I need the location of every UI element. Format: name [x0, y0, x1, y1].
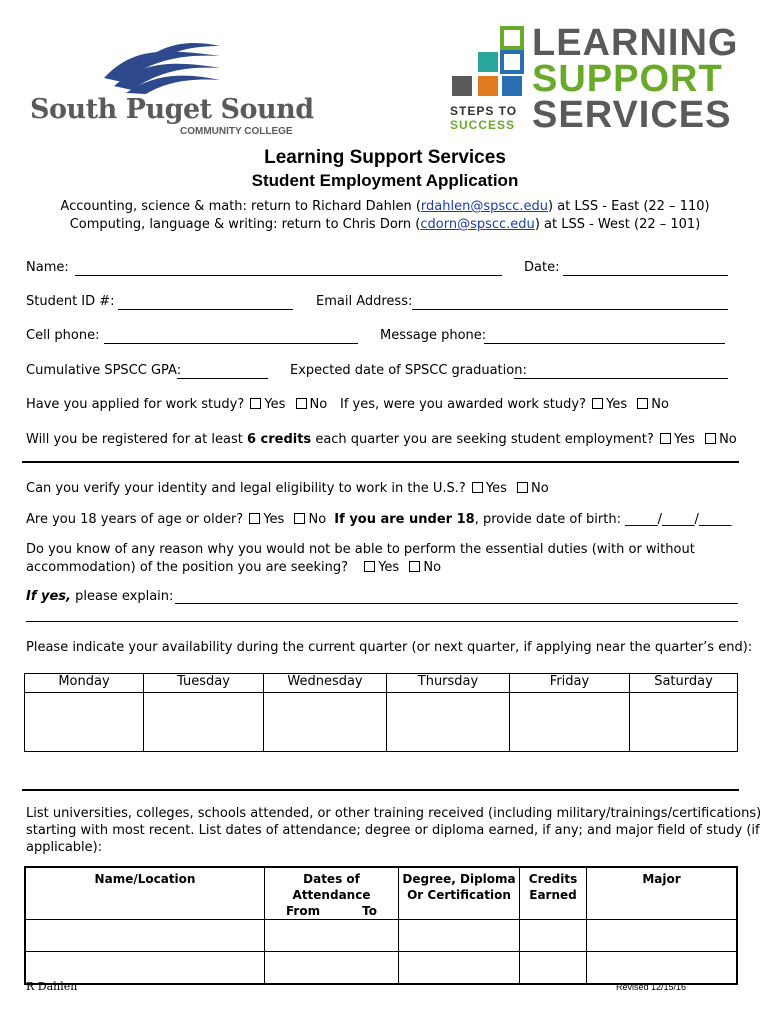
col-major: Major — [642, 872, 681, 886]
name-field[interactable] — [75, 275, 502, 276]
gpa-label: Cumulative SPSCC GPA: — [26, 363, 182, 378]
credits-yes-checkbox[interactable] — [660, 433, 671, 444]
graduation-field[interactable] — [514, 378, 728, 379]
education-cell[interactable] — [520, 952, 587, 984]
awarded-yes-checkbox[interactable] — [592, 398, 603, 409]
availability-cell-wednesday[interactable] — [264, 693, 387, 752]
return-line-west: Computing, language & writing: return to Chris Dorn (cdorn@spscc.edu) at LSS - West (22 – 101) — [69, 217, 701, 232]
col-credits: Credits — [528, 872, 578, 886]
lss-learning: LEARNING — [532, 22, 739, 64]
work-study-yes-checkbox[interactable] — [250, 398, 261, 409]
duties-question-line1: Do you know of any reason why you would not be able to perform the essential duties (with or without — [26, 542, 695, 557]
student-id-label: Student ID #: — [26, 294, 115, 309]
cell-phone-label: Cell phone: — [26, 328, 100, 343]
message-phone-field[interactable] — [484, 343, 725, 344]
education-cell[interactable] — [587, 920, 738, 952]
lss-logo — [448, 24, 748, 136]
verify-question: Can you verify your identity and legal eligibility to work in the U.S.? Yes No — [26, 481, 549, 496]
awarded-question: If yes, were you awarded work study? Yes No — [340, 397, 669, 412]
day-thursday: Thursday — [387, 674, 510, 693]
availability-cell-thursday[interactable] — [387, 693, 510, 752]
col-certification: Or Certification — [407, 888, 511, 902]
table-row — [25, 952, 737, 984]
explain-field-1[interactable] — [175, 603, 738, 604]
rdahlen-email-link[interactable]: rdahlen@spscc.edu — [420, 199, 549, 214]
col-to: To — [362, 904, 377, 918]
education-prompt-line2: starting with most recent. List dates of attendance; degree or diploma earned, if any; and major field of study (if — [26, 823, 760, 838]
college-name: South Puget Sound — [30, 94, 314, 125]
education-cell[interactable] — [587, 952, 738, 984]
availability-prompt: Please indicate your availability during the current quarter (or next quarter, if applying near the quarter’s end): — [26, 640, 753, 655]
name-label: Name: — [26, 260, 69, 275]
col-degree: Degree, Diploma — [402, 872, 516, 886]
college-subtitle: COMMUNITY COLLEGE — [180, 126, 293, 137]
education-cell[interactable] — [25, 952, 265, 984]
email-field[interactable] — [412, 309, 728, 310]
date-field[interactable] — [563, 275, 728, 276]
work-study-question: Have you applied for work study? Yes No — [26, 397, 328, 412]
education-prompt-line3: applicable): — [26, 840, 103, 855]
cell-phone-field[interactable] — [104, 343, 358, 344]
cdorn-email-link[interactable]: cdorn@spscc.edu — [420, 217, 535, 232]
footer-author: R Dahlen — [26, 980, 78, 993]
wave-logo-icon — [102, 38, 222, 94]
footer-revised: Revised 12/15/16 — [616, 982, 687, 992]
work-study-no-checkbox[interactable] — [296, 398, 307, 409]
availability-cell-tuesday[interactable] — [144, 693, 264, 752]
duties-no-checkbox[interactable] — [409, 561, 420, 572]
section-divider-1 — [22, 461, 739, 463]
explain-label: If yes, please explain: — [26, 589, 174, 604]
table-row — [25, 920, 737, 952]
age-question: Are you 18 years of age or older? Yes No If you are under 18, provide date of birth: _____/_____/_____ — [26, 512, 732, 527]
day-wednesday: Wednesday — [264, 674, 387, 693]
education-prompt-line1: List universities, colleges, schools attended, or other training received (including military/trainings/certifications) — [26, 806, 762, 821]
gpa-field[interactable] — [177, 378, 268, 379]
education-cell[interactable] — [265, 920, 399, 952]
availability-table — [24, 673, 738, 752]
steps-to-text: STEPS TO — [450, 104, 518, 118]
date-label: Date: — [524, 260, 560, 275]
message-phone-label: Message phone: — [380, 328, 487, 343]
col-from: From — [286, 904, 321, 918]
education-cell[interactable] — [520, 920, 587, 952]
day-friday: Friday — [510, 674, 630, 693]
page-title: Learning Support Services — [264, 147, 506, 168]
col-earned: Earned — [529, 888, 577, 902]
day-tuesday: Tuesday — [144, 674, 264, 693]
duties-yes-checkbox[interactable] — [364, 561, 375, 572]
spscc-logo — [30, 38, 314, 138]
explain-field-2[interactable] — [26, 621, 738, 622]
duties-question-line2: accommodation) of the position you are seeking? Yes No — [26, 560, 442, 575]
age-yes-checkbox[interactable] — [249, 513, 260, 524]
success-text: SUCCESS — [450, 118, 516, 132]
availability-cell-monday[interactable] — [25, 693, 144, 752]
age-no-checkbox[interactable] — [294, 513, 305, 524]
credits-question: Will you be registered for at least 6 credits each quarter you are seeking student employment? Yes No — [26, 432, 737, 447]
col-dates: Dates of Attendance — [292, 872, 371, 902]
return-line-east: Accounting, science & math: return to Richard Dahlen (rdahlen@spscc.edu) at LSS - East (22 – 110) — [60, 199, 710, 214]
credits-no-checkbox[interactable] — [705, 433, 716, 444]
email-label: Email Address: — [316, 294, 413, 309]
availability-cell-friday[interactable] — [510, 693, 630, 752]
student-id-field[interactable] — [118, 309, 293, 310]
graduation-label: Expected date of SPSCC graduation: — [290, 363, 527, 378]
availability-cell-saturday[interactable] — [630, 693, 738, 752]
education-cell[interactable] — [399, 920, 520, 952]
day-monday: Monday — [25, 674, 144, 693]
col-name-location: Name/Location — [94, 872, 196, 886]
education-cell[interactable] — [265, 952, 399, 984]
lss-services: SERVICES — [532, 94, 732, 136]
education-table — [24, 866, 738, 985]
verify-yes-checkbox[interactable] — [472, 482, 483, 493]
verify-no-checkbox[interactable] — [517, 482, 528, 493]
page-subtitle: Student Employment Application — [251, 171, 519, 190]
lss-support: SUPPORT — [532, 58, 723, 100]
education-cell[interactable] — [25, 920, 265, 952]
day-saturday: Saturday — [630, 674, 738, 693]
education-cell[interactable] — [399, 952, 520, 984]
section-divider-2 — [22, 789, 739, 791]
awarded-no-checkbox[interactable] — [637, 398, 648, 409]
